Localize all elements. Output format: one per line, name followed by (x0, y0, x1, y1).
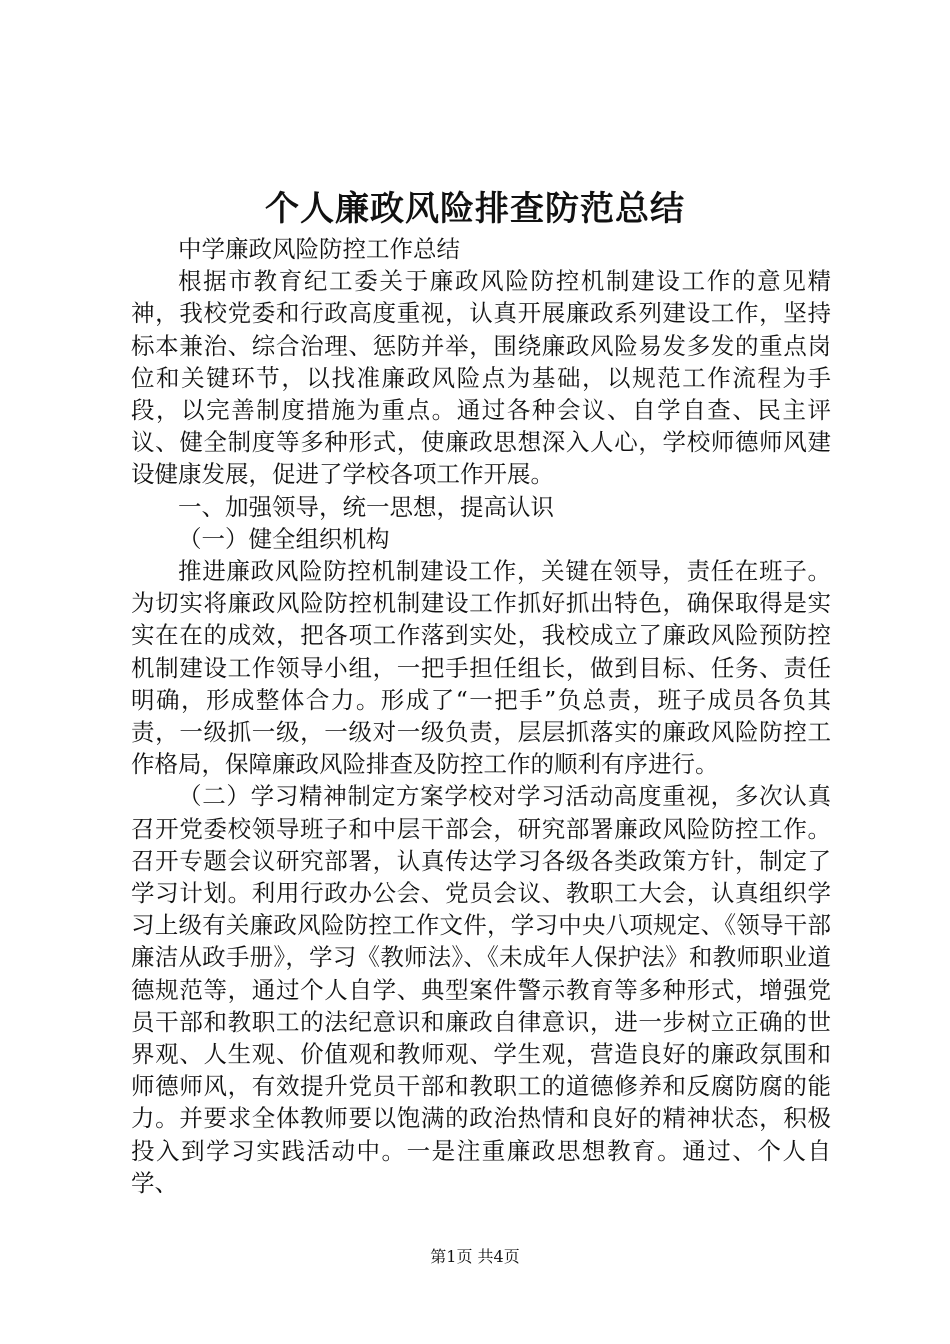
page-footer: 第1页 共4页 (430, 1247, 520, 1266)
subsection-heading: （一）健全组织机构 (178, 524, 390, 553)
document-title: 个人廉政风险排查防范总结 (265, 189, 685, 229)
subtitle-paragraph: 中学廉政风险防控工作总结 (178, 235, 460, 263)
section-heading: 一、加强领导，统一思想，提高认识 (178, 492, 554, 521)
document-body (131, 233, 831, 1199)
intro-paragraph: 根据市教育纪工委关于廉政风险防控机制建设工作的意见精神，我校党委和行政高度重视，认真开展廉政系列建设工作，坚持标本兼治、综合治理、惩防并举，围绕廉政风险易发多发的重点岗位和关键环节，以找准廉政风险点为基础，以规范工作流程为手段，以完善制度措施为重点。通过各种会议、自学自查、民主评议、健全制度等多种形式，使廉政思想深入人心，学校师德师风建设健康发展，促进了学校各项工作开展。 (131, 267, 831, 489)
body-paragraph: （二）学习精神制定方案学校对学习活动高度重视，多次认真召开党委校领导班子和中层干部会，研究部署廉政风险防控工作。召开专题会议研究部署，认真传达学习各级各类政策方针，制定了学习计划。利用行政办公会、党员会议、教职工大会，认真组织学习上级有关廉政风险防控工作文件，学习中央八项规定、《领导干部廉洁从政手册》，学习《教师法》、《未成年人保护法》和教师职业道德规范等，通过个人自学、典型案件警示教育等多种形式，增强党员干部和教职工的法纪意识和廉政自律意识，进一步树立正确的世界观、人生观、价值观和教师观、学生观，营造良好的廉政氛围和师德师风，有效提升党员干部和教职工的道德修养和反腐防腐的能力。并要求全体教师要以饱满的政治热情和良好的精神状态，积极投入到学习实践活动中。一是注重廉政思想教育。通过、个人自学、 (131, 782, 831, 1197)
body-paragraph: 推进廉政风险防控机制建设工作，关键在领导，责任在班子。为切实将廉政风险防控机制建设工作抓好抓出特色，确保取得是实实在在的成效，把各项工作落到实处，我校成立了廉政风险预防控机制建设工作领导小组，一把手担任组长，做到目标、任务、责任明确，形成整体合力。形成了“一把手”负总责，班子成员各负其责，一级抓一级，一级对一级负责，层层抓落实的廉政风险防控工作格局，保障廉政风险排查及防控工作的顺利有序进行。 (131, 557, 831, 779)
